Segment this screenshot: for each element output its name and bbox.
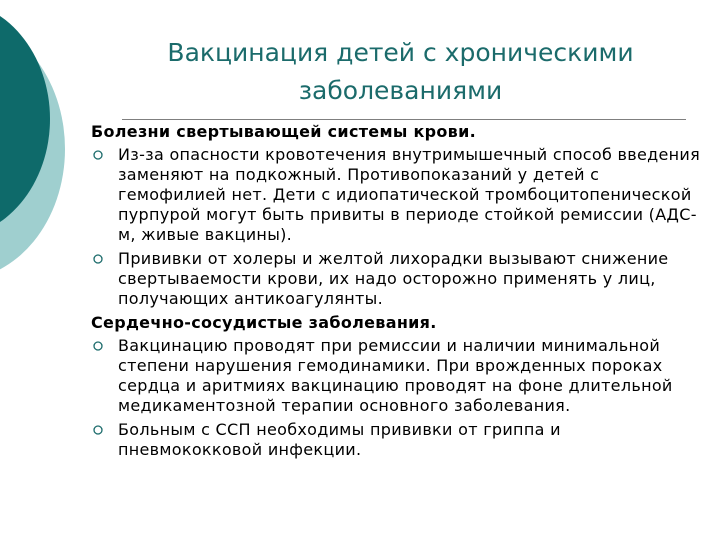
hollow-circle-bullet-icon [93, 254, 103, 264]
title-divider [122, 119, 686, 120]
section-cardiovascular [91, 313, 706, 460]
section-heading: Сердечно-сосудистые заболевания. [91, 313, 437, 332]
list-item-text: Прививки от холеры и желтой лихорадки вызывают снижение свертываемости крови, их надо осторожно применять у лиц, получающих антикоагулянты. [118, 249, 669, 308]
section-blood-disorders [91, 122, 706, 309]
list-item [91, 420, 706, 460]
hollow-circle-bullet-icon [93, 341, 103, 351]
list-item [91, 145, 706, 245]
list-item-text: Больным с ССП необходимы прививки от гриппа и пневмококковой инфекции. [118, 420, 561, 459]
list-item-text: Вакцинацию проводят при ремиссии и наличии минимальной степени нарушения гемодинамики. При врожденных пороках сердца и аритмиях вакцинацию проводят на фоне длительной медикаментозной терапии основного заболевания. [118, 336, 673, 415]
list-item-text: Из-за опасности кровотечения внутримышечный способ введения заменяют на подкожный. Противопоказаний у детей с гемофилией нет. Дети с идиопатической тромбоцитопенической пурпурой могут быть привиты в периоде стойкой ремиссии (АДС-м, живые вакцины). [118, 145, 701, 244]
hollow-circle-bullet-icon [93, 150, 103, 160]
list-item [91, 336, 706, 416]
slide-body [91, 122, 706, 464]
list-item [91, 249, 706, 309]
slide-title: Вакцинация детей с хроническими заболеваниями [167, 38, 634, 105]
section-heading: Болезни свертывающей системы крови. [91, 122, 476, 141]
hollow-circle-bullet-icon [93, 425, 103, 435]
